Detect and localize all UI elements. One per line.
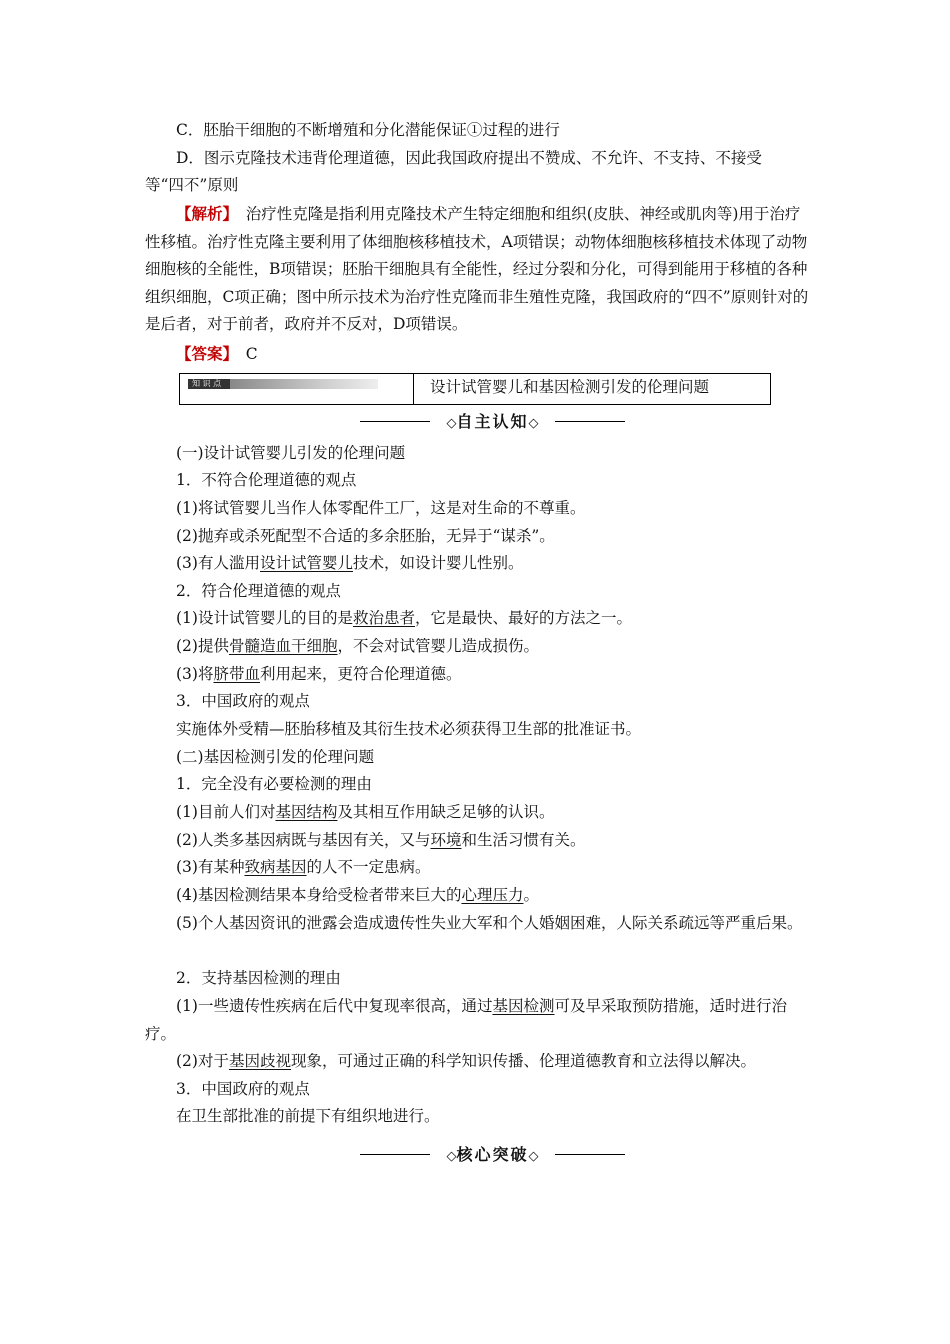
analysis-tag: 【解析】: [176, 204, 231, 223]
blank-answer: 设计试管婴儿: [259, 554, 353, 572]
divider: [555, 1154, 625, 1155]
analysis-text: 治疗性克隆是指利用克隆技术产生特定细胞和组织(皮肤、神经或肌肉等)用于治疗性移植。治疗性克隆主要利用了体细胞核移植技术，A项错误；动物体细胞核移植技术体现了动物细胞核的全能性，B项错误；胚胎干细胞具有全能性，经过分裂和分化，可得到能用于移植的各种组织细胞，C项正确；图中所示技术为治疗性克隆而非生殖性克隆，我国政府的“四不”原则针对的是后者，对于前者，政府并不反对，D项错误。: [145, 205, 809, 333]
topic-title: 设计试管婴儿和基因检测引发的伦理问题: [430, 378, 710, 396]
divider: [555, 421, 625, 422]
list-item: (3)有人滥用设计试管婴儿技术，如设计婴儿性别。: [176, 554, 524, 572]
list-item: (1)目前人们对基因结构及其相互作用缺乏足够的认识。: [176, 803, 555, 821]
topic-box: [179, 373, 771, 405]
topic-box-ribbon-cell: [180, 374, 414, 404]
subheading: 2．支持基因检测的理由: [176, 969, 341, 987]
divider: [360, 1154, 430, 1155]
diamond-icon: ◇: [446, 1149, 457, 1164]
blank-answer: 致病基因: [244, 858, 307, 876]
section-title: 自主认知: [456, 412, 529, 431]
paragraph: 实施体外受精—胚胎移植及其衍生技术必须获得卫生部的批准证书。: [176, 720, 642, 738]
list-item: (2)提供骨髓造血干细胞，不会对试管婴儿造成损伤。: [176, 637, 539, 655]
section-header-core-breakthrough: [360, 1143, 625, 1165]
analysis-paragraph: [145, 200, 810, 339]
option-d-line2: 等“四不”原则: [145, 176, 239, 194]
divider: [360, 421, 430, 422]
blank-answer: 基因检测: [492, 997, 555, 1015]
subheading: 2．符合伦理道德的观点: [176, 582, 341, 600]
list-item: (5)个人基因资讯的泄露会造成遗传性失业大军和个人婚姻困难，人际关系疏远等严重后果。: [176, 914, 803, 932]
ribbon-label: 知 识 点: [192, 379, 222, 388]
subheading: 3．中国政府的观点: [176, 692, 310, 710]
section-title: 核心突破: [456, 1145, 529, 1164]
paragraph: 在卫生部批准的前提下有组织地进行。: [176, 1107, 440, 1125]
blank-answer: 心理压力: [461, 886, 524, 904]
option-d-line1: D．图示克隆技术违背伦理道德，因此我国政府提出不赞成、不允许、不支持、不接受: [176, 149, 762, 167]
section-header-self-cognition: [360, 410, 625, 432]
list-item: (1)一些遗传性疾病在后代中复现率很高，通过基因检测可及早采取预防措施，适时进行治疗。: [145, 997, 787, 1043]
diamond-icon: ◇: [528, 416, 539, 431]
list-item: (3)有某种致病基因的人不一定患病。: [176, 858, 431, 876]
blank-answer: 救治患者: [352, 609, 415, 627]
answer-value: C: [245, 345, 258, 363]
subheading: 1．完全没有必要检测的理由: [176, 775, 372, 793]
heading-1: (一)设计试管婴儿引发的伦理问题: [176, 444, 406, 462]
blank-answer: 基因歧视: [228, 1052, 291, 1070]
blank-answer: 基因结构: [275, 803, 338, 821]
list-item: (2)对于基因歧视现象，可通过正确的科学知识传播、伦理道德教育和立法得以解决。: [176, 1052, 756, 1070]
list-item: (3)将脐带血利用起来，更符合伦理道德。: [176, 665, 462, 683]
subheading: 1．不符合伦理道德的观点: [176, 471, 357, 489]
list-item: (1)设计试管婴儿的目的是救治患者，它是最快、最好的方法之一。: [176, 609, 632, 627]
blank-answer: 骨髓造血干细胞: [228, 637, 338, 655]
subheading: 3．中国政府的观点: [176, 1080, 310, 1098]
answer-line: [176, 340, 841, 369]
diamond-icon: ◇: [528, 1149, 539, 1164]
blank-answer: 脐带血: [213, 665, 260, 683]
blank-answer: 环境: [430, 831, 462, 849]
list-item: (2)抛弃或杀死配型不合适的多余胚胎，无异于“谋杀”。: [176, 527, 555, 545]
answer-tag: 【答案】: [176, 344, 231, 363]
heading-2: (二)基因检测引发的伦理问题: [176, 748, 375, 766]
list-item: (1)将试管婴儿当作人体零配件工厂，这是对生命的不尊重。: [176, 499, 586, 517]
list-item: (4)基因检测结果本身给受检者带来巨大的心理压力。: [176, 886, 539, 904]
option-c: C．胚胎干细胞的不断增殖和分化潜能保证①过程的进行: [176, 121, 560, 139]
list-item: (2)人类多基因病既与基因有关，又与环境和生活习惯有关。: [176, 831, 586, 849]
diamond-icon: ◇: [446, 416, 457, 431]
knowledge-point-ribbon: [188, 379, 378, 389]
